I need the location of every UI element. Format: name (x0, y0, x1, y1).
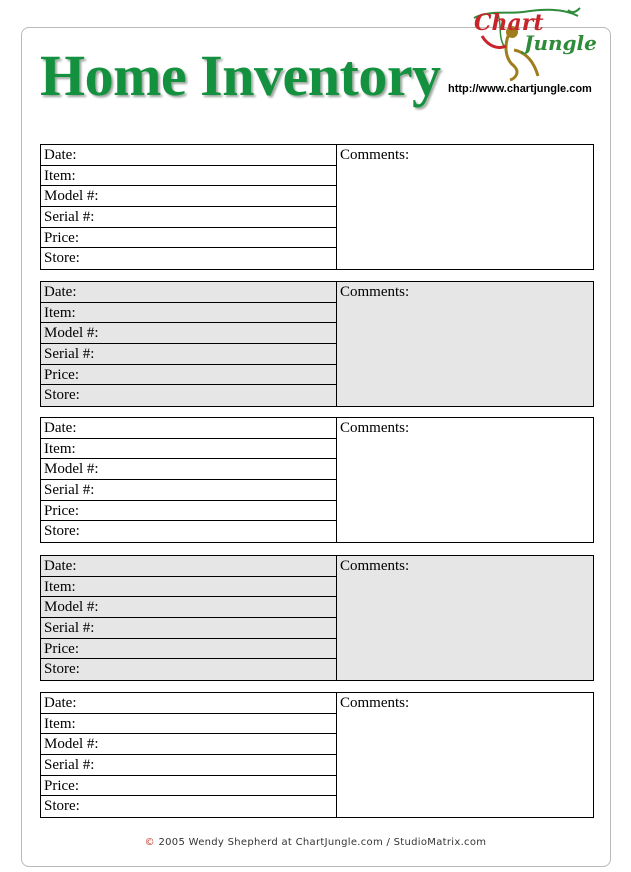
inventory-record (40, 417, 594, 543)
record-fields (41, 418, 337, 542)
inventory-record (40, 281, 594, 407)
field-row[interactable]: Model #: (41, 459, 336, 480)
field-row[interactable]: Store: (44, 661, 80, 678)
field-row[interactable]: Price: (41, 776, 336, 797)
record-fields (41, 145, 337, 269)
footer-copyright (0, 837, 631, 848)
field-row[interactable]: Serial #: (41, 480, 336, 501)
field-row[interactable]: Serial #: (41, 755, 336, 776)
comments-label[interactable]: Comments: (340, 284, 410, 300)
inventory-record (40, 692, 594, 818)
field-row[interactable]: Item: (41, 439, 336, 460)
field-row[interactable]: Serial #: (41, 618, 336, 639)
page-title: Home Inventory (40, 43, 441, 108)
site-url: http://www.chartjungle.com (448, 83, 592, 95)
chartjungle-logo (468, 6, 597, 84)
field-row[interactable]: Store: (44, 523, 80, 540)
field-row[interactable]: Date: (41, 145, 336, 166)
record-fields (41, 282, 337, 406)
comments-label[interactable]: Comments: (340, 695, 410, 711)
field-row[interactable]: Serial #: (41, 344, 336, 365)
field-row[interactable]: Date: (41, 282, 336, 303)
inventory-record (40, 144, 594, 270)
field-row[interactable]: Store: (44, 798, 80, 815)
field-row[interactable]: Price: (41, 228, 336, 249)
footer-text: 2005 Wendy Shepherd at ChartJungle.com / StudioMatrix.com (158, 837, 487, 848)
field-row[interactable]: Price: (41, 501, 336, 522)
field-row[interactable]: Serial #: (41, 207, 336, 228)
comments-label[interactable]: Comments: (340, 147, 410, 163)
record-fields (41, 556, 337, 680)
inventory-record (40, 555, 594, 681)
copyright-icon: © (144, 837, 155, 848)
field-row[interactable]: Model #: (41, 186, 336, 207)
field-row[interactable]: Model #: (41, 323, 336, 344)
logo-word-chart: Chart (474, 10, 544, 36)
field-row[interactable]: Date: (41, 693, 336, 714)
field-row[interactable]: Date: (41, 418, 336, 439)
field-row[interactable]: Price: (41, 639, 336, 660)
field-row[interactable]: Item: (41, 303, 336, 324)
field-row[interactable]: Store: (44, 387, 80, 404)
field-row[interactable]: Item: (41, 577, 336, 598)
field-row[interactable]: Item: (41, 714, 336, 735)
field-row[interactable]: Item: (41, 166, 336, 187)
field-row[interactable]: Model #: (41, 734, 336, 755)
logo-word-jungle: Jungle (524, 31, 597, 55)
field-row[interactable]: Price: (41, 365, 336, 386)
record-fields (41, 693, 337, 817)
comments-label[interactable]: Comments: (340, 558, 410, 574)
comments-label[interactable]: Comments: (340, 420, 410, 436)
field-row[interactable]: Model #: (41, 597, 336, 618)
field-row[interactable]: Date: (41, 556, 336, 577)
field-row[interactable]: Store: (44, 250, 80, 267)
